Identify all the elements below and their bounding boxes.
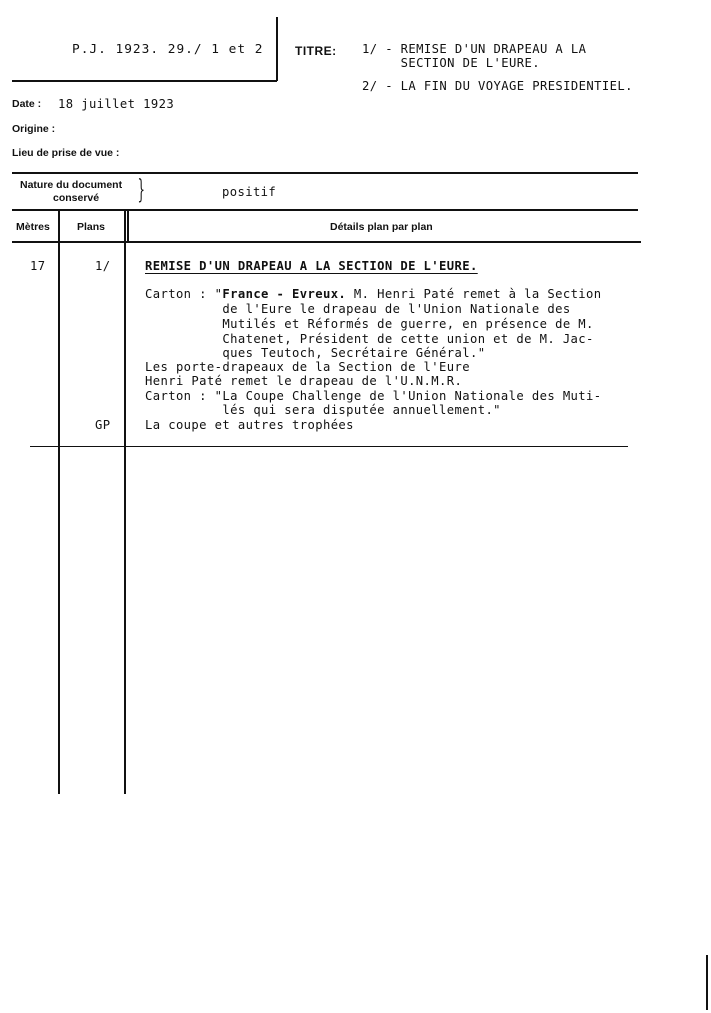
detail-line-1-pre: Carton : "	[145, 287, 223, 301]
nature-bottom-rule	[12, 209, 638, 211]
detail-line-9: lés qui sera disputée annuellement."	[145, 403, 501, 417]
nature-value: positif	[222, 185, 277, 199]
detail-line-7: Henri Paté remet le drapeau de l'U.N.M.R.	[145, 374, 463, 388]
metres-value: 17	[30, 259, 46, 273]
detail-line-10: La coupe et autres trophées	[145, 418, 354, 432]
titre-line-3: 2/ - LA FIN DU VOYAGE PRESIDENTIEL.	[362, 79, 633, 93]
nature-label-line-2: conservé	[53, 192, 100, 204]
detail-line-4: Chatenet, Président de cette union et de M. Jac-	[145, 332, 594, 346]
titre-label: TITRE:	[295, 44, 337, 58]
nature-top-rule	[12, 172, 638, 174]
document-reference: P.J. 1923. 29./ 1 et 2	[72, 42, 264, 57]
plan-gp: GP	[95, 418, 111, 432]
date-label: Date :	[12, 98, 42, 110]
column-header-plans: Plans	[77, 221, 106, 233]
detail-line-2: de l'Eure le drapeau de l'Union Nationale des	[145, 302, 571, 316]
detail-line-5: ques Teutoch, Secrétaire Général."	[145, 346, 486, 360]
detail-line-6: Les porte-drapeaux de la Section de l'Eure	[145, 360, 470, 374]
nature-label-line-1: Nature du document	[20, 179, 123, 191]
column-rule-2b	[127, 210, 129, 242]
header-divider-vertical	[276, 17, 278, 81]
column-header-details: Détails plan par plan	[330, 221, 433, 233]
detail-line-1-post: M. Henri Paté remet à la Section	[346, 287, 602, 301]
section-title: REMISE D'UN DRAPEAU A LA SECTION DE L'EURE.	[145, 259, 478, 273]
column-rule-1	[58, 210, 60, 794]
lieu-label: Lieu de prise de vue :	[12, 147, 120, 159]
detail-line-1-bold: France - Evreux.	[222, 287, 347, 301]
scan-edge-mark	[706, 955, 708, 1010]
detail-line-3: Mutilés et Réformés de guerre, en présence de M.	[145, 317, 594, 331]
nature-brace: }	[137, 175, 145, 205]
detail-line-1	[145, 287, 602, 301]
titre-line-2: SECTION DE L'EURE.	[362, 56, 540, 70]
detail-line-8: Carton : "La Coupe Challenge de l'Union Nationale des Muti-	[145, 389, 602, 403]
origine-label: Origine :	[12, 123, 56, 135]
column-header-metres: Mètres	[16, 221, 50, 233]
header-divider-horizontal	[12, 80, 277, 82]
date-value: 18 juillet 1923	[58, 97, 175, 111]
plan-number: 1/	[95, 259, 111, 273]
content-end-rule	[30, 446, 628, 447]
titre-line-1: 1/ - REMISE D'UN DRAPEAU A LA	[362, 42, 587, 56]
table-header-rule	[12, 241, 641, 243]
column-rule-2	[124, 210, 126, 794]
